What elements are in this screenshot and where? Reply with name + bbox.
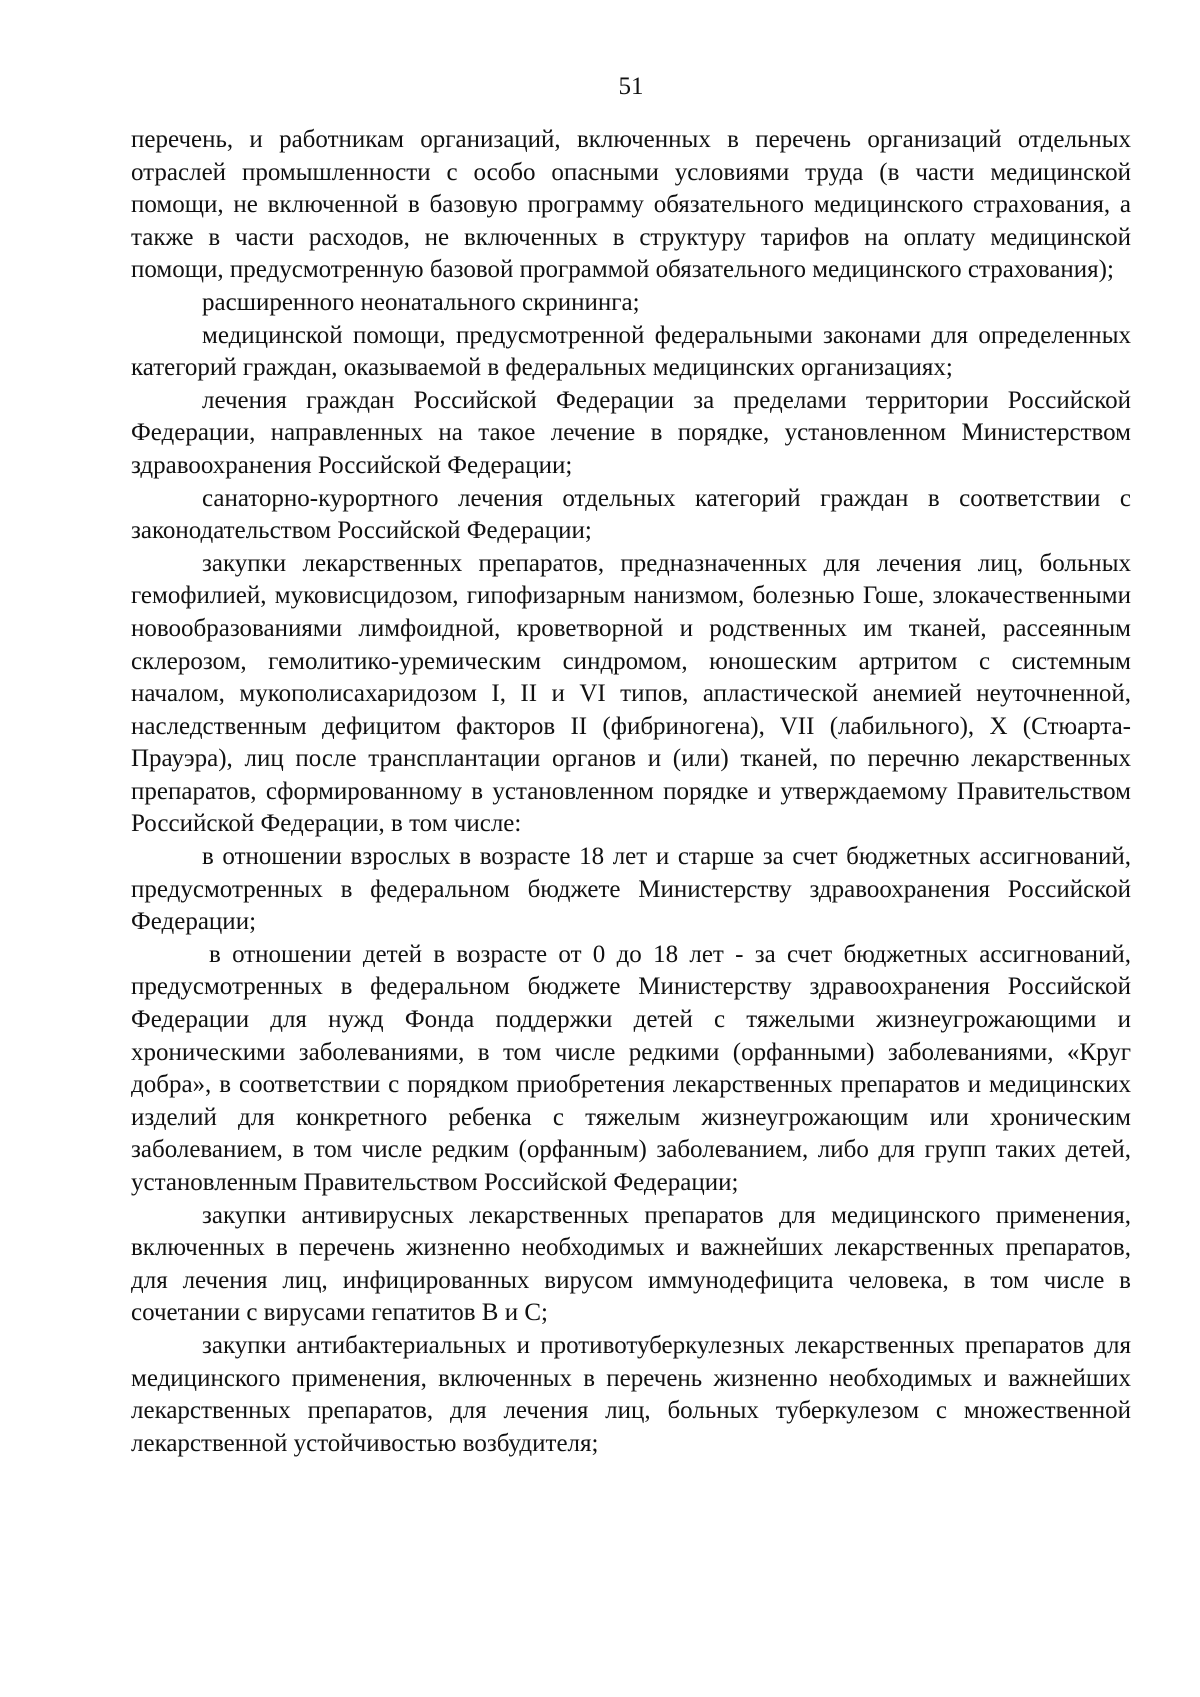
paragraph-children: в отношении детей в возрасте от 0 до 18 лет - за счет бюджетных ассигнований, предусмотренных в федеральном бюджете Министерству здравоохранения Российской Федерации для нужд Фонда поддержки детей с тяжелыми жизнеугрожающими и хроническими заболеваниями, в том числе редкими (орфанными) заболеваниями, «Круг добра», в соответствии с порядком приобретения лекарственных препаратов и медицинских изделий для конкретного ребенка с тяжелым жизнеугрожающим или хроническим заболеванием, в том числе редким (орфанным) заболеванием, либо для групп таких детей, установленным Правительством Российской Федерации; [131, 940, 1131, 1196]
paragraph-drug-procurement: закупки лекарственных препаратов, предназначенных для лечения лиц, больных гемофилией, муковисцидозом, гипофизарным нанизмом, болезнью Гоше, злокачественными новообразованиями лимфоидной, кроветворной и родственных им тканей, рассеянным склерозом, гемолитико-уремическим синдромом, юношеским артритом с системным началом, мукополисахаридозом I, II и VI типов, апластической анемией неуточненной, наследственным дефицитом факторов II (фибриногена), VII (лабильного), X (Стюарта-Прауэра), лиц после трансплантации органов и (или) тканей, по перечню лекарственных препаратов, сформированному в установленном порядке и утверждаемому Правительством Российской Федерации, в том числе: [131, 549, 1131, 838]
document-body [131, 124, 1131, 1460]
paragraph-neonatal-screening: расширенного неонатального скрининга; [202, 288, 640, 316]
page-number: 51 [618, 73, 644, 100]
paragraph-continuation: перечень, и работникам организаций, включенных в перечень организаций отдельных отраслей промышленности с особо опасными условиями труда (в части медицинской помощи, не включенной в базовую программу обязательного медицинского страхования, а также в части расходов, не включенных в структуру тарифов на оплату медицинской помощи, предусмотренную базовой программой обязательного медицинского страхования); [131, 126, 1131, 284]
paragraph-treatment-abroad: лечения граждан Российской Федерации за пределами территории Российской Федерации, направленных на такое лечение в порядке, установленном Министерством здравоохранения Российской Федерации; [131, 386, 1131, 479]
paragraph-antibacterial-drugs: закупки антибактериальных и противотуберкулезных лекарственных препаратов для медицинского применения, включенных в перечень жизненно необходимых и важнейших лекарственных препаратов, для лечения лиц, больных туберкулезом с множественной лекарственной устойчивостью возбудителя; [131, 1331, 1131, 1457]
paragraph-adults: в отношении взрослых в возрасте 18 лет и старше за счет бюджетных ассигнований, предусмотренных в федеральном бюджете Министерству здравоохранения Российской Федерации; [131, 843, 1131, 936]
paragraph-sanatorium-treatment: санаторно-курортного лечения отдельных категорий граждан в соответствии с законодательством Российской Федерации; [131, 484, 1131, 545]
paragraph-federal-medical-care: медицинской помощи, предусмотренной федеральными законами для определенных категорий граждан, оказываемой в федеральных медицинских организациях; [131, 321, 1131, 382]
paragraph-antiviral-drugs: закупки антивирусных лекарственных препаратов для медицинского применения, включенных в перечень жизненно необходимых и важнейших лекарственных препаратов, для лечения лиц, инфицированных вирусом иммунодефицита человека, в том числе в сочетании с вирусами гепатитов B и C; [131, 1201, 1131, 1327]
